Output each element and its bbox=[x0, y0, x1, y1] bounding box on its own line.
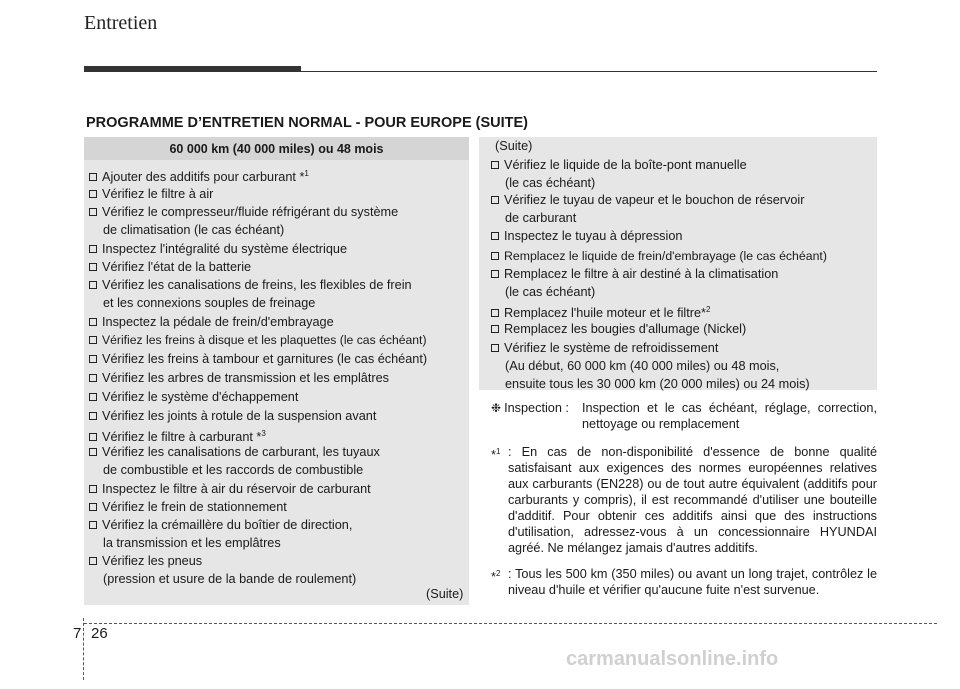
checklist-item: Vérifiez l'état de la batterie bbox=[89, 258, 251, 276]
header-bar bbox=[84, 66, 301, 72]
chapter-number: 7 bbox=[73, 625, 82, 642]
checkbox-icon bbox=[491, 252, 499, 260]
checkbox-icon bbox=[89, 173, 97, 181]
checklist-item: Inspectez le tuyau à dépression bbox=[491, 227, 682, 245]
checklist-item: Vérifiez les arbres de transmission et les emplâtres bbox=[89, 369, 389, 387]
checkbox-icon bbox=[89, 503, 97, 511]
checkbox-icon bbox=[491, 270, 499, 278]
checkbox-icon bbox=[491, 161, 499, 169]
checkbox-icon bbox=[89, 374, 97, 382]
checklist-item: Inspectez le filtre à air du réservoir de carburant bbox=[89, 480, 371, 498]
checkbox-icon bbox=[89, 521, 97, 529]
inspection-note: ❉ Inspection : bbox=[491, 401, 569, 415]
checklist-item: Vérifiez les canalisations de freins, les flexibles de frein et les connexions souples de freinage bbox=[89, 276, 412, 312]
checklist-item: Remplacez le liquide de frein/d'embrayage (le cas échéant) bbox=[491, 247, 827, 265]
checkbox-icon bbox=[89, 393, 97, 401]
page-number: 26 bbox=[91, 625, 108, 642]
checklist-item: Vérifiez les pneus (pression et usure de la bande de roulement) bbox=[89, 552, 356, 588]
checkbox-icon bbox=[491, 344, 499, 352]
checkbox-icon bbox=[491, 232, 499, 240]
checklist-item: Vérifiez le frein de stationnement bbox=[89, 498, 287, 516]
inspection-definition: Inspection et le cas échéant, réglage, correction, nettoyage ou remplacement bbox=[582, 401, 877, 431]
program-title: PROGRAMME D’ENTRETIEN NORMAL - POUR EUROPE (SUITE) bbox=[86, 115, 528, 131]
checklist-item: Vérifiez le liquide de la boîte-pont manuelle (le cas échéant) bbox=[491, 156, 747, 192]
checklist-item: Vérifiez le filtre à carburant *$^3$ bbox=[89, 425, 266, 446]
checkbox-icon bbox=[89, 448, 97, 456]
asterisk-icon: ❉ bbox=[491, 401, 502, 415]
continued-label: (Suite) bbox=[426, 587, 464, 601]
checkbox-icon bbox=[89, 412, 97, 420]
checklist-item: Vérifiez le compresseur/fluide réfrigérant du système de climatisation (le cas échéant) bbox=[89, 203, 398, 239]
footnote-2-text: : Tous les 500 km (350 miles) ou avant un long trajet, contrôlez le niveau d'huile et vérifier qu'aucune fuite n'est survenue. bbox=[508, 567, 877, 597]
footer-divider bbox=[83, 618, 84, 680]
checklist-item: Remplacez l'huile moteur et le filtre*$^2$ bbox=[491, 301, 710, 322]
checkbox-icon bbox=[89, 281, 97, 289]
checkbox-icon bbox=[89, 190, 97, 198]
checklist-item: Vérifiez le système de refroidissement (Au début, 60 000 km (40 000 miles) ou 48 mois, ensuite tous les 30 000 km (20 000 miles) ou 24 mois) bbox=[491, 339, 810, 393]
checklist-item: Vérifiez le tuyau de vapeur et le bouchon de réservoir de carburant bbox=[491, 191, 804, 227]
checklist-item: Vérifiez le filtre à air bbox=[89, 185, 213, 203]
checkbox-icon bbox=[89, 245, 97, 253]
checklist-item: Vérifiez la crémaillère du boîtier de direction, la transmission et les emplâtres bbox=[89, 516, 352, 552]
checkbox-icon bbox=[491, 196, 499, 204]
checkbox-icon bbox=[89, 355, 97, 363]
checkbox-icon bbox=[491, 325, 499, 333]
footnote-1-marker: *$^1$ bbox=[491, 447, 501, 462]
checkbox-icon bbox=[89, 557, 97, 565]
checklist-item: Vérifiez les freins à disque et les plaquettes (le cas échéant) bbox=[89, 331, 427, 349]
checklist-item: Remplacez le filtre à air destiné à la climatisation (le cas échéant) bbox=[491, 265, 778, 301]
checklist-item: Vérifiez les joints à rotule de la suspension avant bbox=[89, 407, 376, 425]
footnote-2-marker: *$^2$ bbox=[491, 569, 501, 584]
checkbox-icon bbox=[89, 485, 97, 493]
checklist-item: Inspectez l'intégralité du système électrique bbox=[89, 240, 347, 258]
checklist-item: Vérifiez le système d'échappement bbox=[89, 388, 298, 406]
checkbox-icon bbox=[89, 208, 97, 216]
checklist-item: Ajouter des additifs pour carburant *$^1$ bbox=[89, 165, 309, 186]
checkbox-icon bbox=[89, 433, 97, 441]
checkbox-icon bbox=[89, 263, 97, 271]
continued-label: (Suite) bbox=[495, 139, 533, 153]
checklist-item: Remplacez les bougies d'allumage (Nickel) bbox=[491, 320, 746, 338]
interval-heading: 60 000 km (40 000 miles) ou 48 mois bbox=[84, 137, 469, 160]
watermark: carmanualsonline.info bbox=[566, 648, 779, 670]
footnote-1-text: : En cas de non-disponibilité d'essence de bonne qualité satisfaisant aux exigences des normes européennes relatives aux carburants (EN228) ou de tout autre équivalent (additifs pour carburants y compris), il est recommandé d'utiliser une bouteille d'additif. Pour obtenir ces additifs ainsi que des instructions d'utilisation, adressez-vous à un concessionnaire HYUNDAI agréé. Ne mélangez jamais d'autres additifs. bbox=[508, 445, 877, 555]
checkbox-icon bbox=[89, 336, 97, 344]
checklist-item: Vérifiez les freins à tambour et garnitures (le cas échéant) bbox=[89, 350, 427, 368]
header-rule bbox=[301, 71, 877, 72]
checklist-item: Vérifiez les canalisations de carburant, les tuyaux de combustible et les raccords de combustible bbox=[89, 443, 380, 479]
checkbox-icon bbox=[89, 318, 97, 326]
checkbox-icon bbox=[491, 309, 499, 317]
checklist-item: Inspectez la pédale de frein/d'embrayage bbox=[89, 313, 334, 331]
section-title: Entretien bbox=[84, 12, 158, 34]
footer-rule bbox=[84, 623, 937, 624]
